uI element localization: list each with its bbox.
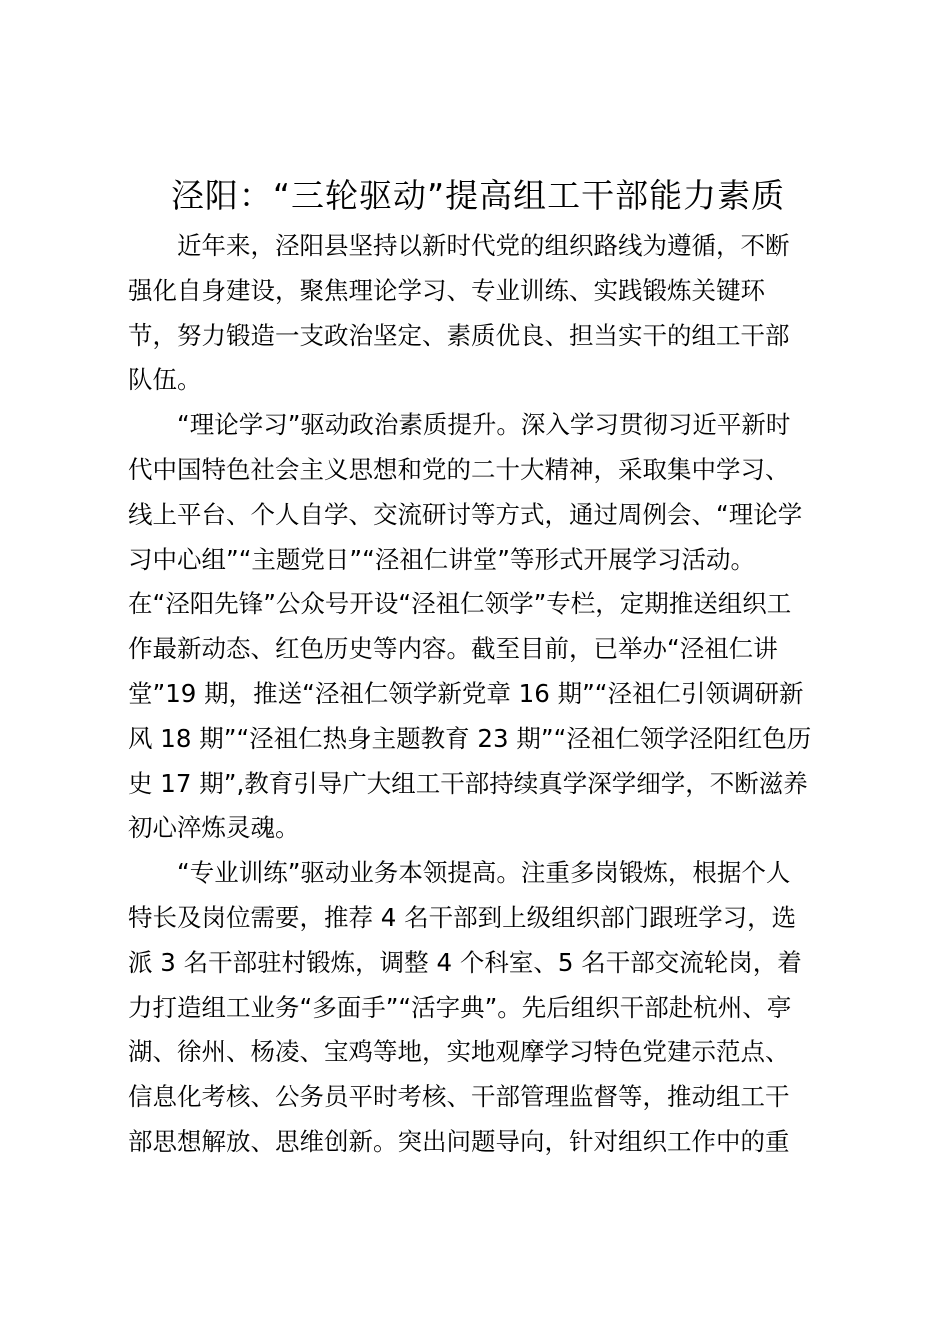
paragraph-line: 史 17 期”,教育引导广大组工干部持续真学深学细学，不断滋养: [128, 768, 808, 798]
paragraph-line: 作最新动态、红色历史等内容。截至目前，已举办“泾祖仁讲: [128, 634, 778, 664]
paragraph-theory-study: [128, 403, 828, 851]
paragraph-line: 初心淬炼灵魂。: [128, 813, 300, 843]
paragraph-line: 强化自身建设，聚焦理论学习、专业训练、实践锻炼关键环: [128, 275, 765, 305]
paragraph-professional-training: [128, 851, 828, 1165]
paragraph-line: 代中国特色社会主义思想和党的二十大精神，采取集中学习、: [128, 454, 790, 484]
document-body: [128, 224, 828, 1165]
paragraph-line: 力打造组工业务“多面手”“活字典”。先后组织干部赴杭州、亭: [128, 992, 792, 1022]
document-title: 泾阳：“三轮驱动”提高组工干部能力素质: [170, 176, 786, 215]
paragraph-line: 队伍。: [128, 365, 202, 395]
paragraph-line: 近年来，泾阳县坚持以新时代党的组织路线为遵循，不断: [177, 231, 790, 260]
paragraph-line: 部思想解放、思维创新。突出问题导向，针对组织工作中的重: [128, 1126, 790, 1156]
paragraph-line: 信息化考核、公务员平时考核、干部管理监督等，推动组工干: [128, 1082, 790, 1112]
paragraph-line: 线上平台、个人自学、交流研讨等方式，通过周例会、“理论学: [128, 499, 803, 529]
paragraph-intro: [128, 224, 828, 403]
paragraph-line: 节，努力锻造一支政治坚定、素质优良、担当实干的组工干部: [128, 320, 790, 350]
paragraph-line: 习中心组”“主题党日”“泾祖仁讲堂”等形式开展学习活动。: [128, 544, 755, 574]
paragraph-line: 特长及岗位需要，推荐 4 名干部到上级组织部门跟班学习，选: [128, 902, 797, 932]
paragraph-line: 风 18 期”“泾祖仁热身主题教育 23 期”“泾祖仁领学泾阳红色历: [128, 723, 812, 753]
paragraph-line: “专业训练”驱动业务本领提高。注重多岗锻炼，根据个人: [177, 858, 791, 888]
paragraph-line: 堂”19 期，推送“泾祖仁领学新党章 16 期”“泾祖仁引领调研新: [128, 678, 804, 708]
paragraph-line: 在“泾阳先锋”公众号开设“泾祖仁领学”专栏，定期推送组织工: [128, 589, 792, 619]
paragraph-line: “理论学习”驱动政治素质提升。深入学习贯彻习近平新时: [177, 410, 791, 440]
paragraph-line: 派 3 名干部驻村锻炼，调整 4 个科室、5 名干部交流轮岗，着: [128, 947, 802, 977]
paragraph-line: 湖、徐州、杨凌、宝鸡等地，实地观摩学习特色党建示范点、: [128, 1037, 790, 1067]
